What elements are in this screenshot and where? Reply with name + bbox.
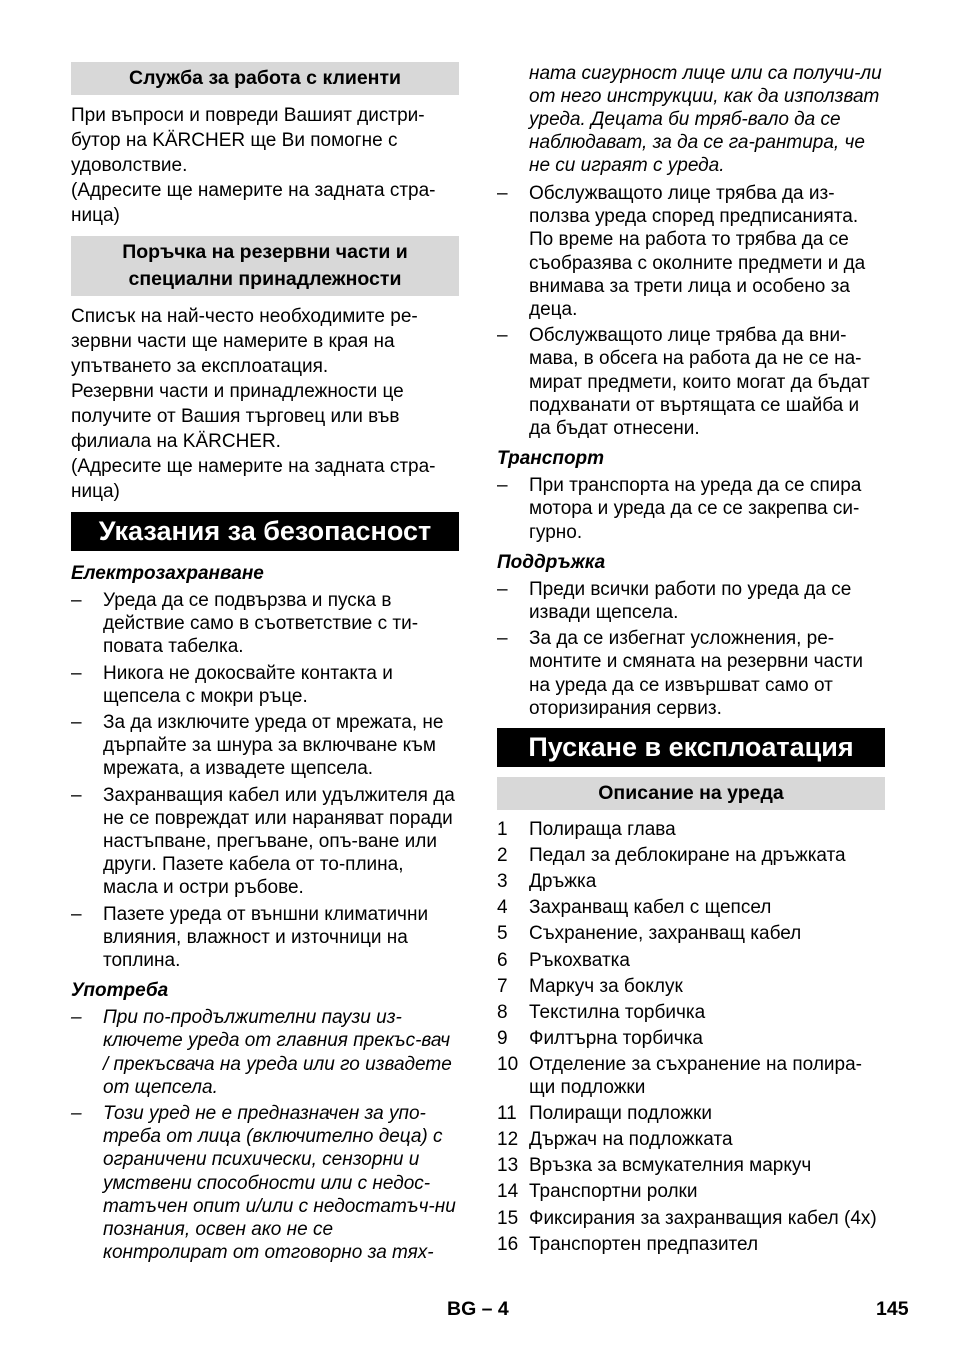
description-heading: Описание на уреда [497, 777, 885, 810]
list-item: 3 Дръжка [497, 871, 597, 893]
maintenance-list [497, 578, 885, 720]
list-item: – За да изключите уреда от мрежата, не дърпайте за шнура за включване към мрежата, а извадете щепсела. [71, 712, 444, 780]
use-continuation: ната сигурност лице или са получи-ли от него инструкции, как да използват уреда. Децата би тряб-вало да се наблюдават, за да се га-рантира, че не си играят с уреда. [529, 63, 882, 176]
list-item: – За да се избегнат усложнения, ре-монтите и смяната на резервни части на уреда да се извършват само от оторизирания сервиз. [497, 628, 863, 719]
safety-heading: Указания за безопасност [71, 512, 459, 551]
list-item: 8 Текстилна торбичка [497, 1001, 706, 1023]
list-item: – При по-продължителни паузи из-ключете уреда от главния прекъс-вач / прекъсвача на уреда или го извадете от щепсела. [71, 1007, 452, 1098]
list-item: 16 Транспортен предпазител [497, 1233, 759, 1255]
service-text: При въпроси и повреди Вашият дистри-бутор на KÄRCHER ще Ви помогне с удоволствие. [71, 105, 425, 176]
footer-language-code: BG – 4 [447, 1298, 509, 1320]
left-column [71, 62, 459, 1267]
list-item: – Този уред не е предназначен за упо-треба от лица (включително деца) с ограничени психически, сензорни и умствени способности или с недос-татъчен опит и/или с недостатъч-ни познания, освен ако не се контролират от отговорно за тях- [71, 1103, 456, 1264]
parts-order-text-1: Списък на най-често необходимите ре-зервни части ще намерите в края на упътването за експлоатация. [71, 306, 418, 377]
power-subheading: Електрозахранване [71, 563, 264, 584]
service-heading: Служба за работа с клиенти [71, 62, 459, 95]
power-list [71, 589, 459, 972]
service-address-note: (Адресите ще намерите на задната стра-ница) [71, 180, 436, 226]
list-item: 7 Маркуч за боклук [497, 975, 683, 997]
list-item: 1 Полираща глава [497, 819, 676, 841]
list-item: 9 Филтърна торбичка [497, 1027, 703, 1049]
parts-order-heading: Поръчка на резервни части и специални принадлежности [71, 236, 459, 296]
use-list [71, 1006, 459, 1264]
list-item: – Обслужващото лице трябва да вни-мава, в обсега на работа да не се на-мират предмети, които могат да бъдат подхванати от въртящата се шайба и да бъдат отнесени. [497, 325, 870, 440]
right-column [497, 62, 885, 1259]
list-item: 10 Отделение за съхранение на полира-щи подложки [497, 1053, 862, 1099]
transport-subheading: Транспорт [497, 448, 605, 470]
list-item: – Захранващия кабел или удължителя да не се повреждат или нараняват поради настъпване, прегъване, опъ-ване или други. Пазете кабела от то-плина, масла и остри ръбове. [71, 784, 455, 899]
use-list-continued [497, 182, 885, 440]
list-item: 13 Връзка за всмукателния маркуч [497, 1155, 812, 1177]
list-item: 14 Транспортни ролки [497, 1181, 698, 1203]
list-item: – Никога не докосвайте контакта и щепсела с мокри ръце. [71, 662, 393, 707]
list-item: – Обслужващото лице трябва да из-ползва уреда според предписанията. По време на работа то трябва да се съобразява с околните предмети и да внимава за трети лица и особено за деца. [497, 183, 866, 321]
list-item: 11 Полиращи подложки [497, 1103, 712, 1125]
list-item: – Преди всички работи по уреда да се извади щепсела. [497, 578, 852, 624]
parts-order-address-note: (Адресите ще намерите на задната стра-ница) [71, 456, 436, 502]
list-item: 5 Съхранение, захранващ кабел [497, 923, 802, 945]
list-item: – При транспорта на уреда да се спира мотора и уреда да се се закрепва си-гурно. [497, 475, 862, 543]
list-item: – Уреда да се подвързва и пуска в действие само в съответствие с ти-повата табелка. [71, 590, 419, 658]
list-item: 15 Фиксирания за захранващия кабел (4x) [497, 1207, 877, 1229]
startup-heading: Пускане в експлоатация [497, 728, 885, 767]
parts-list [497, 818, 885, 1256]
list-item: 6 Ръкохватка [497, 949, 630, 971]
use-subheading: Употреба [71, 980, 169, 1002]
list-item: 4 Захранващ кабел с щепсел [497, 897, 772, 919]
transport-list [497, 474, 885, 544]
maintenance-subheading: Поддръжка [497, 551, 606, 573]
list-item: 2 Педал за деблокиране на дръжката [497, 845, 846, 867]
parts-order-text-2: Резервни части и принадлежности це получите от Вашия търговец или във филиала на KÄRCHER. [71, 381, 404, 452]
page-number: 145 [876, 1298, 909, 1320]
list-item: – Пазете уреда от външни климатични влияния, влажност и източници на топлина. [71, 903, 429, 972]
list-item: 12 Държач на подложката [497, 1129, 733, 1151]
